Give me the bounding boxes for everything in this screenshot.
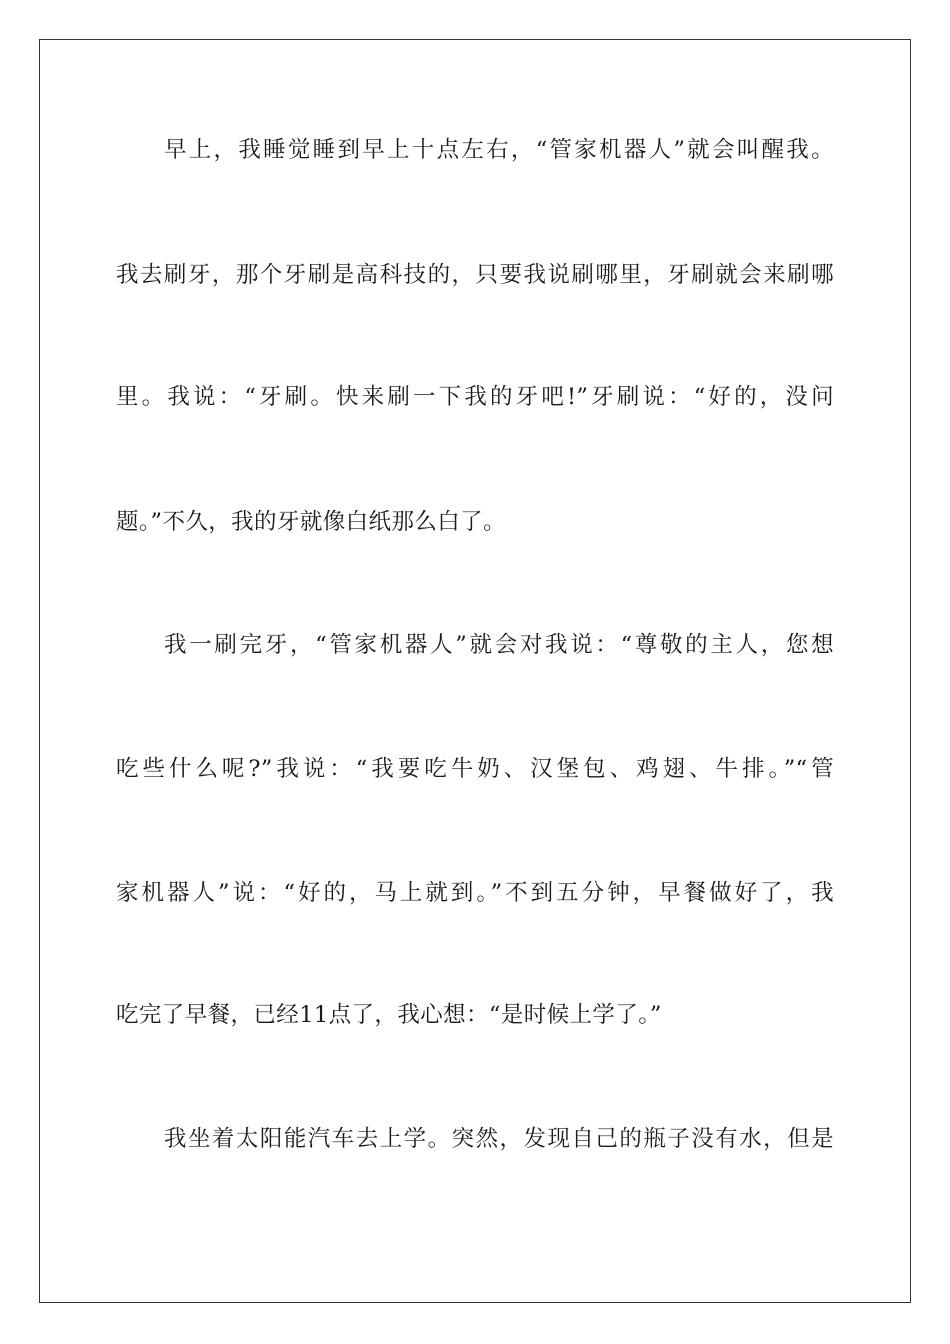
- paragraph-3-line-4: 吃完了早餐，已经11点了，我心想：“是时候上学了。”: [116, 1002, 662, 1028]
- page-border: [39, 39, 911, 1303]
- paragraph-2-line-3: 题。”不久，我的牙就像白纸那么白了。: [116, 509, 506, 535]
- paragraph-3-line-3: 家机器人”说：“好的，马上就到。”不到五分钟，早餐做好了，我: [116, 880, 834, 906]
- paragraph-1-line-1: 早上，我睡觉睡到早上十点左右，“管家机器人”就会叫醒我。: [164, 137, 834, 163]
- paragraph-2-line-2: 里。我说：“牙刷。快来刷一下我的牙吧!”牙刷说：“好的，没问: [116, 384, 834, 410]
- paragraph-3-line-2: 吃些什么呢?”我说：“我要吃牛奶、汉堡包、鸡翅、牛排。”“管: [116, 756, 834, 782]
- paragraph-3-line-1: 我一刷完牙，“管家机器人”就会对我说：“尊敬的主人，您想: [164, 632, 834, 658]
- paragraph-4-line-1: 我坐着太阳能汽车去上学。突然，发现自己的瓶子没有水，但是: [164, 1126, 834, 1152]
- paragraph-2-line-1: 我去刷牙，那个牙刷是高科技的，只要我说刷哪里，牙刷就会来刷哪: [116, 262, 834, 288]
